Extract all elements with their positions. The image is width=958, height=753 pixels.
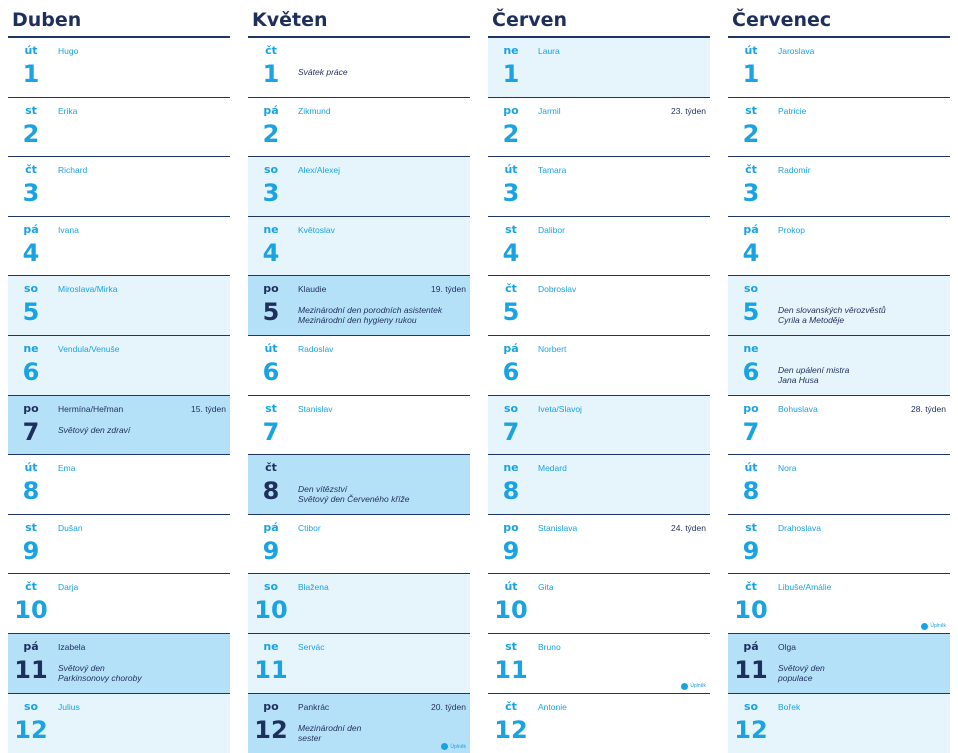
- day-number: 6: [742, 357, 760, 386]
- name-day: Radomír: [778, 165, 811, 176]
- day-of-week: út: [504, 580, 518, 594]
- day-number: 7: [742, 417, 760, 446]
- month-column: [488, 0, 710, 745]
- name-day: Jarmil: [538, 105, 561, 116]
- day-number: 3: [262, 179, 280, 208]
- month-title: Duben: [12, 9, 82, 31]
- day-cell: [488, 98, 710, 158]
- day-number: 4: [22, 238, 40, 267]
- day-cell: [248, 694, 470, 753]
- day-number: 10: [14, 596, 48, 625]
- day-number: 7: [22, 417, 40, 446]
- day-number: 8: [262, 477, 280, 506]
- day-of-week: so: [263, 163, 279, 177]
- day-cell: [728, 574, 950, 634]
- name-day: Blažena: [298, 582, 329, 593]
- day-cell: [728, 157, 950, 217]
- event-text: Svátek práce: [298, 67, 348, 77]
- day-cell: [8, 217, 230, 277]
- name-day: Libuše/Amálie: [778, 582, 832, 593]
- event-text: Světový den Parkinsonovy choroby: [58, 662, 142, 683]
- name-day: Antonie: [538, 701, 567, 712]
- day-cell: [248, 157, 470, 217]
- day-cell: [488, 455, 710, 515]
- day-cell: [8, 157, 230, 217]
- day-number: 10: [734, 596, 768, 625]
- event-text: Světový den zdraví: [58, 424, 131, 435]
- day-of-week: st: [505, 222, 517, 236]
- week-number: 15. týden: [191, 403, 226, 414]
- day-cell: [488, 38, 710, 98]
- name-day: Ema: [58, 463, 76, 474]
- day-cell: [728, 396, 950, 456]
- day-cell: [8, 98, 230, 158]
- day-of-week: pá: [503, 341, 519, 355]
- day-of-week: ne: [503, 461, 519, 475]
- name-day: Norbert: [538, 343, 567, 354]
- day-of-week: čt: [745, 580, 757, 594]
- name-day: Ivana: [58, 224, 79, 235]
- name-day: Bohuslava: [778, 403, 818, 414]
- name-day: Zikmund: [298, 105, 331, 116]
- day-of-week: st: [25, 103, 37, 117]
- name-day: Drahoslava: [778, 522, 821, 533]
- day-of-week: čt: [505, 699, 517, 713]
- day-of-week: st: [25, 520, 37, 534]
- event-text: Světový den populace: [778, 662, 825, 683]
- day-of-week: st: [745, 520, 757, 534]
- name-day: Dušan: [58, 522, 83, 533]
- day-number: 1: [742, 60, 760, 88]
- day-cell: [248, 336, 470, 396]
- day-of-week: st: [265, 401, 277, 415]
- full-moon-marker: [681, 683, 706, 690]
- week-number: 23. týden: [671, 105, 706, 116]
- day-number: 5: [502, 298, 520, 327]
- day-of-week: ne: [23, 341, 39, 355]
- name-day: Květoslav: [298, 224, 335, 235]
- name-day: Nora: [778, 463, 797, 474]
- week-number: 28. týden: [911, 403, 946, 414]
- day-number: 12: [14, 715, 48, 744]
- day-number: 12: [734, 715, 768, 744]
- full-moon-marker: [441, 743, 466, 750]
- name-day: Hermína/Heřman: [58, 403, 124, 414]
- day-of-week: čt: [25, 163, 37, 177]
- day-cell: [248, 574, 470, 634]
- day-of-week: so: [743, 282, 759, 296]
- day-number: 11: [254, 655, 288, 684]
- name-day: Jaroslava: [778, 46, 815, 56]
- day-of-week: ne: [263, 222, 279, 236]
- day-of-week: so: [743, 699, 759, 713]
- month-column: [728, 0, 950, 745]
- day-cell: [248, 217, 470, 277]
- day-cell: [488, 634, 710, 694]
- name-day: Patricie: [778, 105, 807, 116]
- day-number: 3: [22, 179, 40, 208]
- day-of-week: ne: [743, 341, 759, 355]
- day-cell: [728, 455, 950, 515]
- day-cell: [8, 455, 230, 515]
- day-of-week: čt: [505, 282, 517, 296]
- day-of-week: po: [263, 282, 279, 296]
- day-number: 2: [262, 119, 280, 148]
- day-of-week: po: [743, 401, 759, 415]
- day-cell: [728, 38, 950, 98]
- day-cell: [728, 276, 950, 336]
- day-cell: [248, 634, 470, 694]
- day-of-week: po: [503, 520, 519, 534]
- day-number: 8: [742, 477, 760, 506]
- day-number: 10: [254, 596, 288, 625]
- full-moon-icon: [441, 743, 448, 750]
- day-of-week: čt: [265, 461, 277, 475]
- day-cell: [488, 396, 710, 456]
- day-cell: [248, 98, 470, 158]
- day-cell: [8, 694, 230, 753]
- day-cell: [728, 634, 950, 694]
- day-of-week: čt: [745, 163, 757, 177]
- full-moon-icon: [681, 683, 688, 690]
- day-of-week: ne: [503, 44, 519, 57]
- day-number: 2: [742, 119, 760, 148]
- day-cell: [488, 276, 710, 336]
- name-day: Iveta/Slavoj: [538, 403, 582, 414]
- day-of-week: st: [505, 639, 517, 653]
- day-of-week: ne: [263, 639, 279, 653]
- name-day: Klaudie: [298, 284, 327, 295]
- day-number: 5: [22, 298, 40, 327]
- name-day: Richard: [58, 165, 88, 176]
- month-column: [8, 0, 230, 745]
- event-text: Den upálení mistra Jana Husa: [778, 364, 850, 385]
- day-number: 9: [502, 536, 520, 565]
- day-number: 4: [502, 238, 520, 267]
- day-of-week: pá: [23, 639, 39, 653]
- day-number: 2: [22, 119, 40, 148]
- full-moon-label: Úplněk: [450, 743, 466, 750]
- full-moon-icon: [921, 623, 928, 630]
- day-number: 6: [262, 357, 280, 386]
- day-of-week: po: [503, 103, 519, 117]
- full-moon-label: Úplněk: [690, 683, 706, 690]
- day-number: 7: [262, 417, 280, 446]
- day-cell: [8, 276, 230, 336]
- month-title: Květen: [252, 9, 328, 31]
- day-cell: [488, 694, 710, 753]
- full-moon-label: Úplněk: [930, 623, 946, 630]
- day-number: 9: [742, 536, 760, 565]
- week-number: 19. týden: [431, 284, 466, 295]
- day-number: 11: [14, 655, 48, 684]
- name-day: Julius: [58, 701, 80, 712]
- event-text: Den vítězství Světový den Červeného kříže: [298, 484, 410, 505]
- day-cell: [728, 336, 950, 396]
- day-number: 5: [262, 298, 280, 327]
- day-of-week: út: [24, 461, 38, 475]
- name-day: Tamara: [538, 165, 567, 176]
- day-number: 11: [494, 655, 528, 684]
- day-number: 9: [262, 536, 280, 565]
- day-of-week: út: [744, 461, 758, 475]
- day-number: 11: [734, 655, 768, 684]
- day-cell: [248, 515, 470, 575]
- day-number: 10: [494, 596, 528, 625]
- day-number: 1: [22, 60, 40, 88]
- name-day: Erika: [58, 105, 78, 116]
- day-number: 4: [262, 238, 280, 267]
- day-number: 7: [502, 417, 520, 446]
- name-day: Vendula/Venuše: [58, 343, 120, 354]
- day-of-week: po: [263, 699, 279, 713]
- name-day: Pankrác: [298, 701, 330, 712]
- day-of-week: út: [264, 341, 278, 355]
- event-text: Mezinárodní den sester: [298, 722, 362, 743]
- day-cell: [8, 38, 230, 98]
- name-day: Bruno: [538, 641, 561, 652]
- day-of-week: út: [24, 44, 38, 57]
- name-day: Ctibor: [298, 522, 321, 533]
- day-cell: [248, 455, 470, 515]
- day-cell: [488, 515, 710, 575]
- month-column: [248, 0, 470, 750]
- day-of-week: pá: [23, 222, 39, 236]
- day-cell: [488, 217, 710, 277]
- name-day: Medard: [538, 463, 567, 474]
- full-moon-marker: [921, 623, 946, 630]
- day-number: 6: [22, 357, 40, 386]
- day-of-week: so: [263, 580, 279, 594]
- day-of-week: út: [744, 44, 758, 57]
- day-number: 8: [502, 477, 520, 506]
- day-number: 3: [742, 179, 760, 208]
- day-number: 3: [502, 179, 520, 208]
- day-number: 6: [502, 357, 520, 386]
- day-number: 5: [742, 298, 760, 327]
- day-number: 12: [494, 715, 528, 744]
- day-of-week: so: [23, 282, 39, 296]
- day-number: 12: [254, 715, 288, 744]
- day-number: 4: [742, 238, 760, 267]
- event-text: Mezinárodní den porodních asistentek Mezinárodní den hygieny rukou: [298, 305, 443, 326]
- day-of-week: pá: [743, 639, 759, 653]
- day-of-week: čt: [25, 580, 37, 594]
- day-cell: [488, 336, 710, 396]
- day-of-week: pá: [263, 520, 279, 534]
- name-day: Laura: [538, 46, 560, 56]
- day-of-week: pá: [263, 103, 279, 117]
- day-cell: [728, 217, 950, 277]
- day-of-week: st: [745, 103, 757, 117]
- day-of-week: út: [504, 163, 518, 177]
- name-day: Miroslava/Mirka: [58, 284, 118, 295]
- name-day: Alex/Alexej: [298, 165, 341, 176]
- name-day: Dobroslav: [538, 284, 577, 295]
- day-number: 1: [502, 60, 520, 88]
- day-number: 8: [22, 477, 40, 506]
- name-day: Bořek: [778, 701, 801, 712]
- name-day: Gita: [538, 582, 554, 593]
- day-cell: [248, 38, 470, 98]
- name-day: Prokop: [778, 224, 805, 235]
- day-number: 1: [262, 60, 280, 88]
- name-day: Stanislava: [538, 522, 578, 533]
- day-cell: [8, 396, 230, 456]
- day-cell: [8, 634, 230, 694]
- day-number: 2: [502, 119, 520, 148]
- name-day: Radoslav: [298, 343, 334, 354]
- event-text: Den slovanských věrozvěstů Cyrila a Metoděje: [778, 305, 886, 326]
- day-of-week: po: [23, 401, 39, 415]
- day-cell: [728, 515, 950, 575]
- day-cell: [488, 157, 710, 217]
- day-of-week: so: [503, 401, 519, 415]
- day-number: 9: [22, 536, 40, 565]
- day-cell: [488, 574, 710, 634]
- day-cell: [728, 694, 950, 753]
- name-day: Darja: [58, 582, 79, 593]
- week-number: 24. týden: [671, 522, 706, 533]
- name-day: Servác: [298, 641, 325, 652]
- month-title: Červenec: [732, 9, 832, 31]
- day-cell: [248, 276, 470, 336]
- name-day: Olga: [778, 641, 796, 652]
- name-day: Hugo: [58, 46, 79, 56]
- day-of-week: so: [23, 699, 39, 713]
- day-of-week: pá: [743, 222, 759, 236]
- day-of-week: čt: [265, 44, 277, 57]
- month-title: Červen: [492, 9, 567, 31]
- day-cell: [8, 574, 230, 634]
- day-cell: [8, 336, 230, 396]
- name-day: Dalibor: [538, 224, 565, 235]
- name-day: Stanislav: [298, 403, 333, 414]
- day-cell: [728, 98, 950, 158]
- week-number: 20. týden: [431, 701, 466, 712]
- day-cell: [248, 396, 470, 456]
- name-day: Izabela: [58, 641, 86, 652]
- day-cell: [8, 515, 230, 575]
